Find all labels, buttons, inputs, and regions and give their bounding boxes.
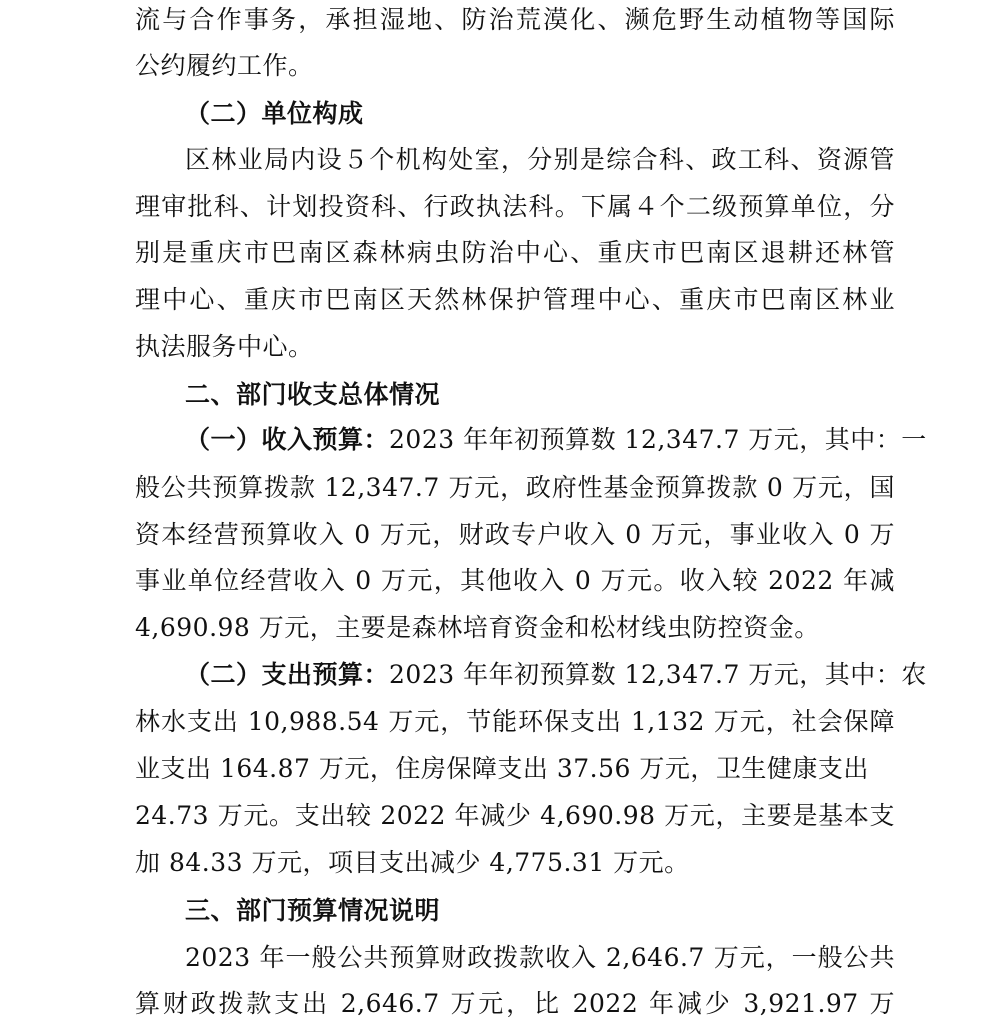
body-text-line: 加 84.33 万元，项目支出减少 4,775.31 万元。 [135,848,690,877]
body-text-line: 公约履约工作。 [135,51,314,80]
inline-text: 2023 年年初预算数 12,347.7 万元，其中：一 [389,425,927,454]
body-text-line: 执法服务中心。 [135,332,314,361]
inline-text: 2023 年年初预算数 12,347.7 万元，其中：农 [389,660,927,689]
body-text-line: 林水支出 10,988.54 万元，节能环保支出 1,132 万元，社会保障 [135,707,895,736]
body-text-line: 算财政拨款支出 2,646.7 万元，比 2022 年减少 3,921.97 万 [135,989,895,1018]
body-text-line: 事业单位经营收入 0 万元，其他收入 0 万元。收入较 2022 年减 [135,566,895,595]
section-heading: 三、部门预算情况说明 [185,896,441,925]
body-text-line: 流与合作事务，承担湿地、防治荒漠化、濒危野生动植物等国际 [135,5,895,34]
body-text-line: 区林业局内设５个机构处室，分别是综合科、政工科、资源管 [185,145,895,174]
body-text-line: 4,690.98 万元，主要是森林培育资金和松材线虫防控资金。 [135,613,820,642]
body-text-line: 理审批科、计划投资科、行政执法科。下属４个二级预算单位，分 [135,192,895,221]
body-text-line: 资本经营预算收入 0 万元，财政专户收入 0 万元，事业收入 0 万 [135,520,895,549]
paragraph-first-line [185,420,927,460]
subsection-heading: （二）单位构成 [185,99,364,128]
inline-subheading: （二）支出预算： [185,660,390,689]
body-text-line: 业支出 164.87 万元，住房保障支出 37.56 万元，卫生健康支出 [135,754,869,783]
body-text-line: 别是重庆市巴南区森林病虫防治中心、重庆市巴南区退耕还林管 [135,238,895,267]
body-text-line: 24.73 万元。支出较 2022 年减少 4,690.98 万元，主要是基本支 [135,801,895,830]
body-text-line: 般公共预算拨款 12,347.7 万元，政府性基金预算拨款 0 万元，国 [135,473,895,502]
section-heading: 二、部门收支总体情况 [185,380,441,409]
body-text-line: 理中心、重庆市巴南区天然林保护管理中心、重庆市巴南区林业 [135,285,895,314]
inline-subheading: （一）收入预算： [185,425,390,454]
body-text-line: 2023 年一般公共预算财政拨款收入 2,646.7 万元，一般公共 [185,943,895,972]
paragraph-first-line [185,655,927,695]
